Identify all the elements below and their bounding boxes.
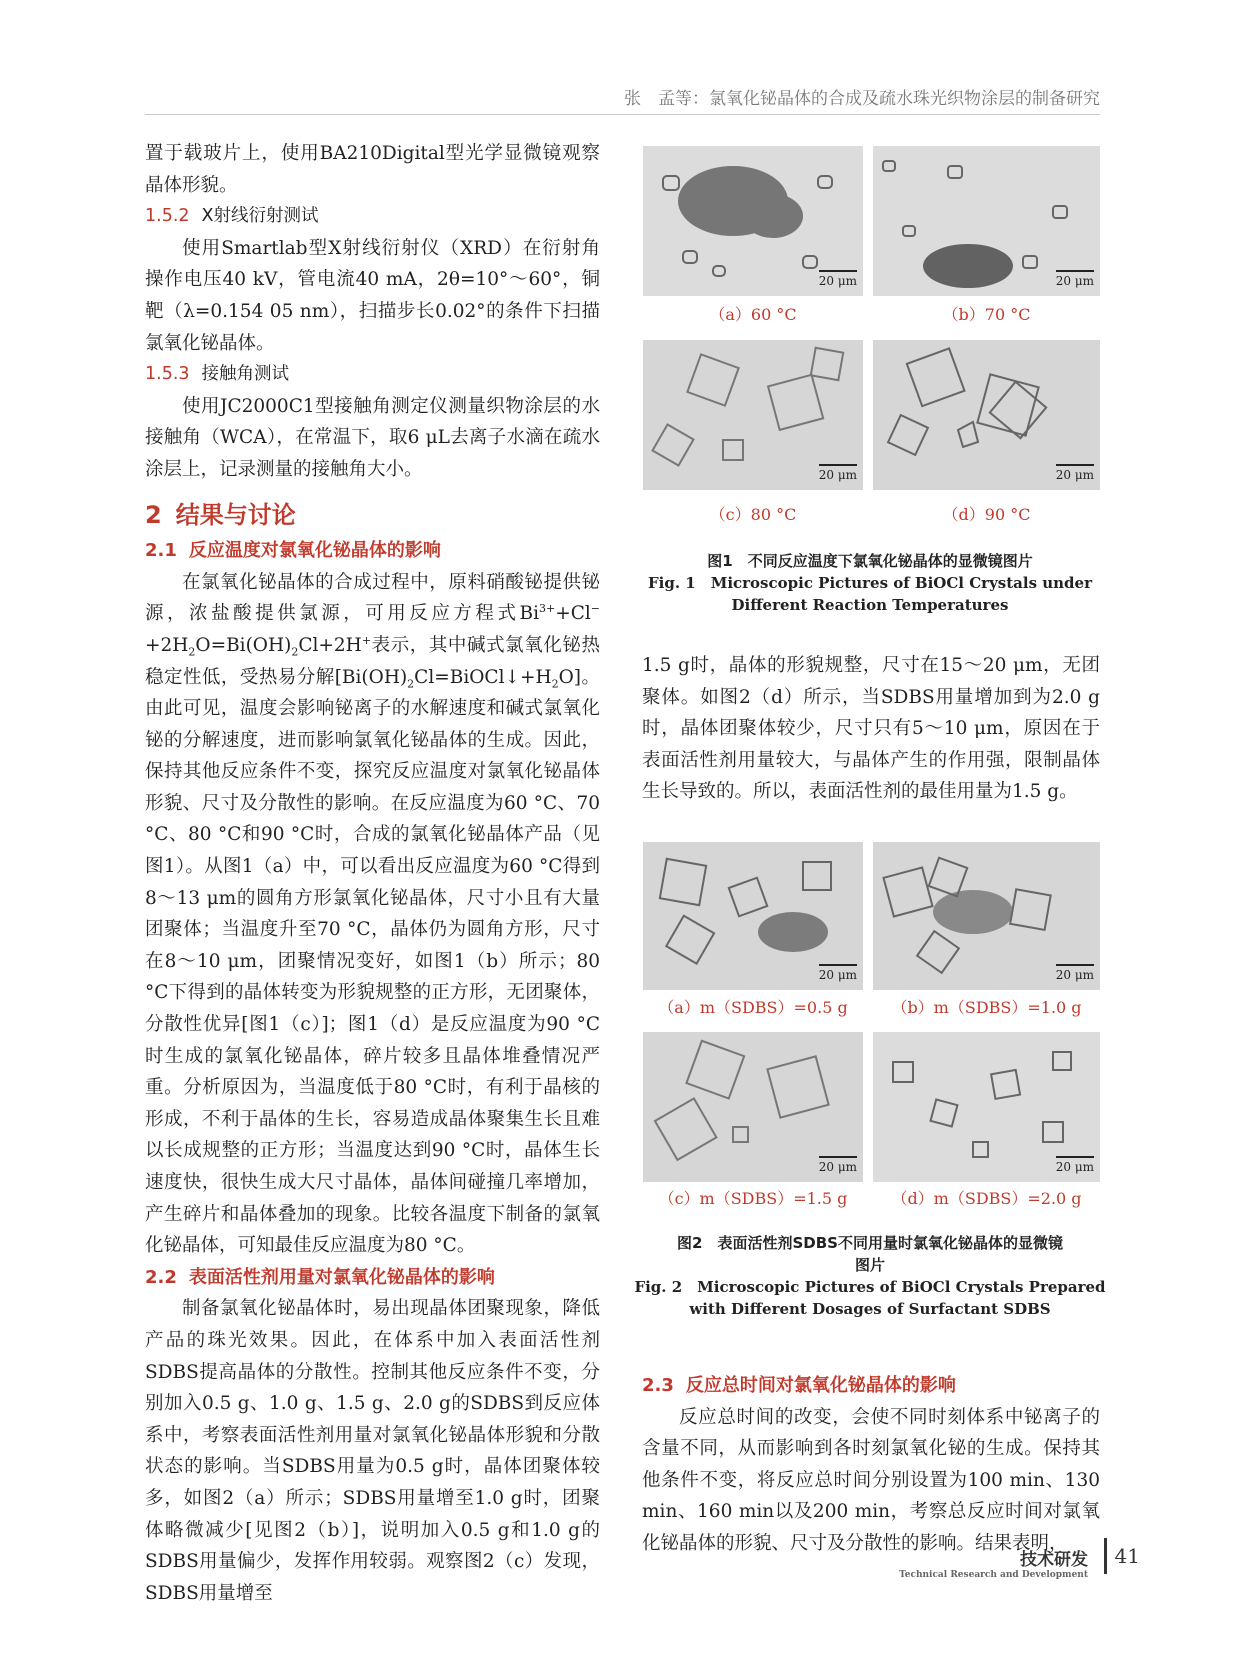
section-heading-1-5-3: 1.5.3 接触角测试 <box>145 364 290 385</box>
paragraph: 1.5 g时，晶体的形貌规整，尺寸在15～20 μm，无团聚体。如图2（d）所示，当SDBS用量增加到为2.0 g时，晶体团聚体较少，尺寸只有5～10 μm，原因在于表面活性剂用量较大，与晶体产生的作用强，限制晶体生长导致的。所以，表面活性剂的最佳用量为1.5 g。 <box>642 655 1100 803</box>
micrograph-b <box>873 842 1100 990</box>
subcaption-d: （d）m（SDBS）=2.0 g <box>891 1189 1082 1208</box>
right-column-text-1 <box>642 650 1100 808</box>
subcaption-b: （b）70 °C <box>942 305 1031 324</box>
scale-bar: 20 μm <box>818 1160 857 1174</box>
subcaption-c: （c）80 °C <box>709 505 797 524</box>
figure-2 <box>643 842 1100 1224</box>
scale-bar: 20 μm <box>1055 468 1094 482</box>
scale-bar: 20 μm <box>818 968 857 982</box>
page-number: 41 <box>1104 1538 1140 1574</box>
figure-1 <box>643 146 1100 556</box>
footer-section-zh: 技术研发 <box>1020 1550 1088 1570</box>
footer <box>899 1545 1088 1580</box>
scale-bar: 20 μm <box>818 274 857 288</box>
micrograph-a <box>643 842 863 990</box>
right-column-text-2 <box>642 1370 1100 1560</box>
micrograph-d <box>873 1032 1100 1182</box>
section-heading-2-1: 2.1 反应温度对氯氧化铋晶体的影响 <box>145 540 441 562</box>
scale-bar: 20 μm <box>818 468 857 482</box>
section-heading-2-2: 2.2 表面活性剂用量对氯氧化铋晶体的影响 <box>145 1266 495 1288</box>
subcaption-a: （a）m（SDBS）=0.5 g <box>658 998 848 1017</box>
section-heading-2: 2 结果与讨论 <box>145 500 296 529</box>
left-column <box>145 138 600 1609</box>
paragraph: 在氯氧化铋晶体的合成过程中，原料硝酸铋提供铋源，浓盐酸提供氯源，可用反应方程式$Bi^{3+}+Cl^-+2H_2O=Bi(OH)_2Cl+2H^+$表示，其中碱式氯氧化铋热稳定性低，受热易分解$[Bi(OH)_2Cl=BiOCl↓+H_2O]$。由此可见，温度会影响铋离子的水解速度和碱式氯氧化铋的分解速度，进而影响氯氧化铋晶体的生成。因此，保持其他反应条件不变，探究反应温度对氯氧化铋晶体形貌、尺寸及分散性的影响。在反应温度为60 °C、70 °C、80 °C和90 °C时，合成的氯氧化铋晶体产品（见图1）。从图1（a）中，可以看出反应温度为60 °C得到8～13 μm的圆角方形氯氧化铋晶体，尺寸小且有大量团聚体；当温度升至70 °C，晶体仍为圆角方形，尺寸在8～10 μm，团聚情况变好，如图1（b）所示；80 °C下得到的晶体转变为形貌规整的正方形，无团聚体，分散性优异[图1（c）]；图1（d）是反应温度为90 °C时生成的氯氧化铋晶体，碎片较多且晶体堆叠情况严重。分析原因为，当温度低于80 °C时，有利于晶核的形成，不利于晶体的生长，容易造成晶体聚集生长且难以长成规整的正方形；当温度达到90 °C时，晶体生长速度快，很快生成大尺寸晶体，晶体间碰撞几率增加，产生碎片和晶体叠加的现象。比较各温度下制备的氯氧化铋晶体，可知最佳反应温度为80 °C。 <box>145 571 600 1257</box>
section-heading-2-3: 2.3 反应总时间对氯氧化铋晶体的影响 <box>642 1375 956 1396</box>
paragraph: 反应总时间的改变，会使不同时刻体系中铋离子的含量不同，从而影响到各时刻氯氧化铋的生成。保持其他条件不变，将反应总时间分别设置为100 min、130 min、160 min以及200 min，考察总反应时间对氯氧化铋晶体的形貌、尺寸及分散性的影响。结果表明， <box>642 1406 1100 1554</box>
scale-bar: 20 μm <box>1055 968 1094 982</box>
paragraph: 使用JC2000C1型接触角测定仪测量织物涂层的水接触角（WCA），在常温下，取6 μL去离子水滴在疏水涂层上，记录测量的接触角大小。 <box>145 395 600 480</box>
micrograph-c <box>643 340 863 490</box>
subcaption-a: （a）60 °C <box>709 305 797 324</box>
paragraph: 制备氯氧化铋晶体时，易出现晶体团聚现象，降低产品的珠光效果。因此，在体系中加入表面活性剂SDBS提高晶体的分散性。控制其他反应条件不变，分别加入0.5 g、1.0 g、1.5 g、2.0 g的SDBS到反应体系中，考察表面活性剂用量对氯氧化铋晶体形貌和分散状态的影响。当SDBS用量为0.5 g时，晶体团聚体较多，如图2（a）所示；SDBS用量增至1.0 g时，团聚体略微减少[见图2（b）]，说明加入0.5 g和1.0 g的SDBS用量偏少，发挥作用较弱。观察图2（c）发现，SDBS用量增至 <box>145 1298 600 1604</box>
scale-bar: 20 μm <box>1055 1160 1094 1174</box>
scale-bar: 20 μm <box>1055 274 1094 288</box>
paragraph: 置于载玻片上，使用BA210Digital型光学显微镜观察晶体形貌。 <box>145 143 600 196</box>
micrograph-c <box>643 1032 863 1182</box>
section-heading-1-5-2: 1.5.2 X射线衍射测试 <box>145 206 319 227</box>
micrograph-b <box>873 146 1100 296</box>
micrograph-a <box>643 146 863 296</box>
running-header: 张 孟等：氯氧化铋晶体的合成及疏水珠光织物涂层的制备研究 <box>145 84 1100 115</box>
figure-1-caption: 图1 不同反应温度下氯氧化铋晶体的显微镜图片 Fig. 1 Microscopic Pictures of BiOCl Crystals under Different Reaction Temperatures <box>648 552 1092 614</box>
subcaption-d: （d）90 °C <box>942 505 1031 524</box>
subcaption-b: （b）m（SDBS）=1.0 g <box>891 998 1082 1017</box>
figure-2-caption: 图2 表面活性剂SDBS不同用量时氯氧化铋晶体的显微镜 图片 Fig. 2 Microscopic Pictures of BiOCl Crystals Prepared with Different Dosages of Surfactant SDBS <box>634 1234 1106 1318</box>
micrograph-d <box>873 340 1100 490</box>
subcaption-c: （c）m（SDBS）=1.5 g <box>658 1189 848 1208</box>
footer-section-en: Technical Research and Development <box>899 1570 1088 1580</box>
paragraph: 使用Smartlab型X射线衍射仪（XRD）在衍射角操作电压40 kV，管电流40 mA，2θ=10°～60°，铜靶（λ=0.154 05 nm），扫描步长0.02°的条件下扫描氯氧化铋晶体。 <box>145 237 600 354</box>
